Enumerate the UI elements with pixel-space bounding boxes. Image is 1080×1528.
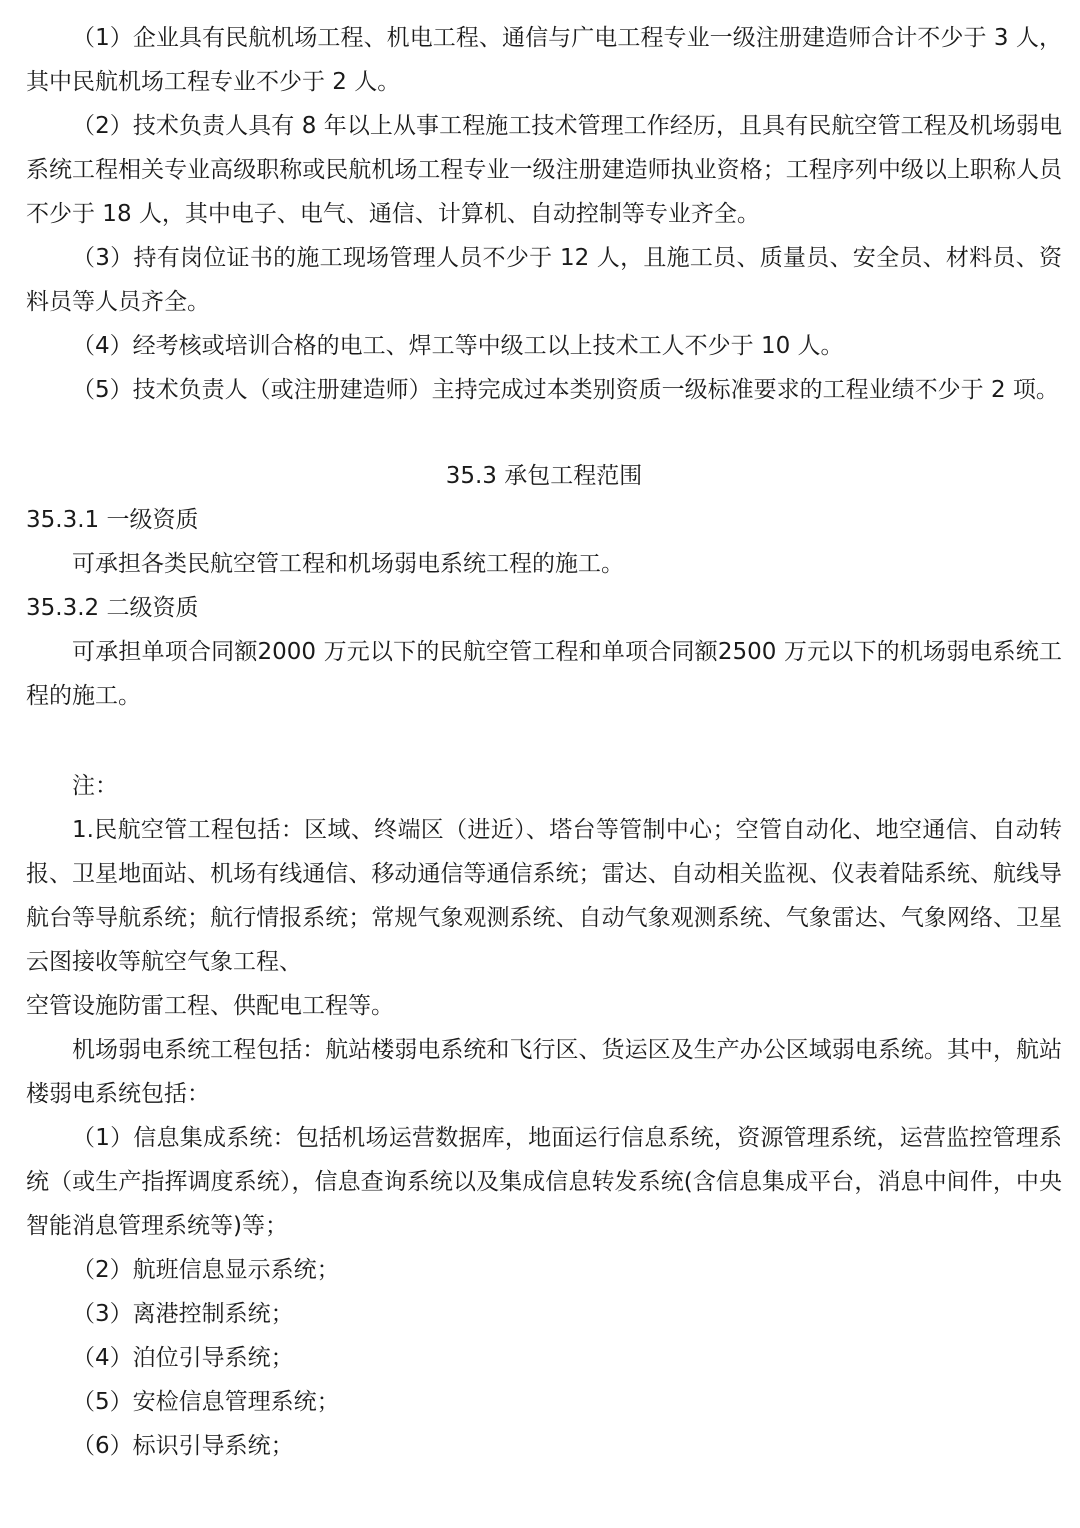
qualification-item-3: （3）持有岗位证书的施工现场管理人员不少于 12 人，且施工员、质量员、安全员、材料员、资料员等人员齐全。 [26, 245, 1062, 315]
qualification-item-2: （2）技术负责人具有 8 年以上从事工程施工技术管理工作经历，且具有民航空管工程及机场弱电系统工程相关专业高级职称或民航机场工程专业一级注册建造师执业资格；工程序列中级以上职称人员不少于 18 人，其中电子、电气、通信、计算机、自动控制等专业齐全。 [26, 113, 1062, 227]
terminal-item-3: （3）离港控制系统； [72, 1301, 294, 1327]
subsection-text-grade-2: 可承担单项合同额2000 万元以下的民航空管工程和单项合同额2500 万元以下的机场弱电系统工程的施工。 [26, 639, 1062, 709]
section-title: 35.3 承包工程范围 [445, 463, 643, 489]
airport-weak-current-intro: 机场弱电系统工程包括：航站楼弱电系统和飞行区、货运区及生产办公区域弱电系统。其中，航站楼弱电系统包括： [26, 1037, 1062, 1107]
document-page [26, 16, 1062, 1468]
subsection-title-grade-1: 35.3.1 一级资质 [26, 507, 199, 533]
terminal-item-1: （1）信息集成系统：包括机场运营数据库，地面运行信息系统，资源管理系统，运营监控管理系统（或生产指挥调度系统），信息查询系统以及集成信息转发系统(含信息集成平台，消息中间件，中央智能消息管理系统等)等； [26, 1125, 1062, 1239]
notes-spacer [26, 718, 1062, 764]
subsection-text-grade-1: 可承担各类民航空管工程和机场弱电系统工程的施工。 [72, 551, 624, 577]
terminal-item-2: （2）航班信息显示系统； [72, 1257, 340, 1283]
terminal-item-5: （5）安检信息管理系统； [72, 1389, 340, 1415]
qualification-item-1: （1）企业具有民航机场工程、机电工程、通信与广电工程专业一级注册建造师合计不少于 3 人，其中民航机场工程专业不少于 2 人。 [26, 25, 1062, 95]
note-1-continued: 空管设施防雷工程、供配电工程等。 [26, 993, 394, 1019]
qualification-item-4: （4）经考核或培训合格的电工、焊工等中级工以上技术工人不少于 10 人。 [72, 333, 844, 359]
subsection-title-grade-2: 35.3.2 二级资质 [26, 595, 199, 621]
terminal-item-6: （6）标识引导系统； [72, 1433, 294, 1459]
note-1-main: 1.民航空管工程包括：区域、终端区（进近）、塔台等管制中心；空管自动化、地空通信、自动转报、卫星地面站、机场有线通信、移动通信等通信系统；雷达、自动相关监视、仪表着陆系统、航线导航台等导航系统；航行情报系统；常规气象观测系统、自动气象观测系统、气象雷达、气象网络、卫星云图接收等航空气象工程、 [26, 817, 1062, 975]
qualification-item-5: （5）技术负责人（或注册建造师）主持完成过本类别资质一级标准要求的工程业绩不少于 2 项。 [72, 377, 1059, 403]
terminal-item-4: （4）泊位引导系统； [72, 1345, 294, 1371]
section-spacer [26, 412, 1062, 454]
notes-label: 注： [72, 773, 118, 799]
